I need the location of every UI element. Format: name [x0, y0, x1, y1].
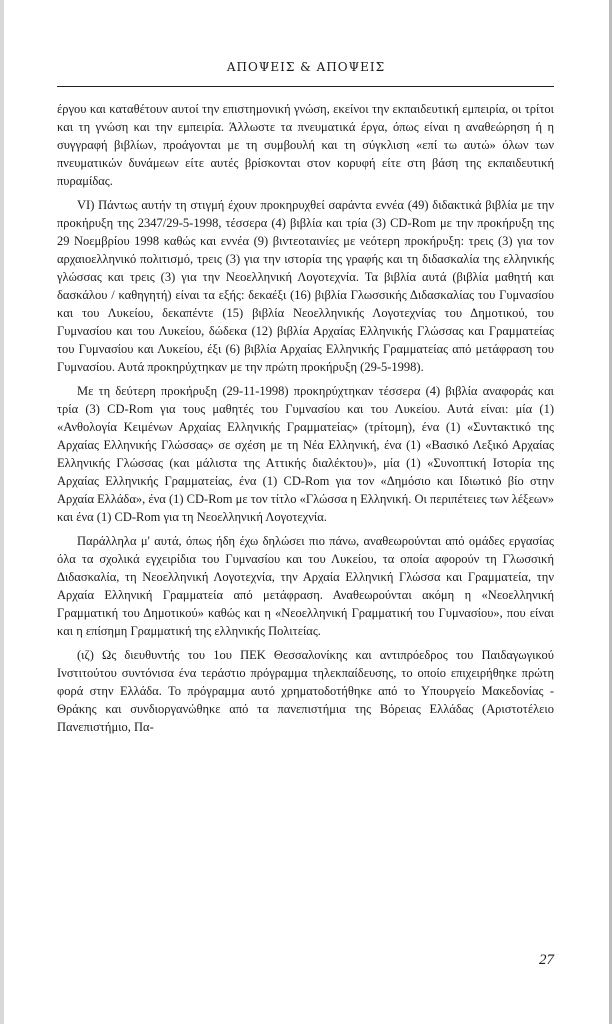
paragraph: VI) Πάντως αυτήν τη στιγμή έχουν προκηρυχθεί σαράντα εννέα (49) διδακτικά βιβλία με την προκήρυξη της 2347/29-5-1998, τέσσερα (4) βιβλία και τρία (3) CD-Rom με την προκήρυξη της 29 Νοεμβρίου 1998 καθώς και εννέα (9) βιντεοταινίες με νεότερη προκήρυξη: τρεις (3) για τον αρχαιοελληνικό πολιτισμό, τρεις (3) για την ιστορία της γραφής και τη διδασκαλία της ελληνικής γλώσσας και τρεις (3) για την Νεοελληνική Λογοτεχνία. Τα βιβλία αυτά (βιβλία μαθητή και δασκάλου / καθηγητή) είναι τα εξής: δεκαέξι (16) βιβλία Γλωσσικής Διδασκαλίας του Γυμνασίου και του Λυκείου, δεκαπέντε (15) βιβλία Νεοελληνικής Λογοτεχνίας του Δημοτικού, του Γυμνασίου και του Λυκείου, δώδεκα (12) βιβλία Αρχαίας Ελληνικής Γλώσσας και Γραμματείας του Γυμνασίου και Λυκείου, έξι (6) βιβλία Αρχαίας Ελληνικής Γραμματείας από μετάφραση του Γυμνασίου. Αυτά προκηρύχτηκαν με την πρώτη προκήρυξη (29-5-1998).: [57, 198, 554, 374]
page-number: 27: [539, 952, 554, 968]
paragraph: (ιζ) Ως διευθυντής του 1ου ΠΕΚ Θεσσαλονίκης και αντιπρόεδρος του Παιδαγωγικού Ινστιτούτου συντόνισα ένα τεράστιο πρόγραμμα τηλεκπαίδευσης, το οποίο επιχειρήθηκε πρώτη φορά στην Ελλάδα. Το πρόγραμμα αυτό χρηματοδοτήθηκε από το Υπουργείο Μακεδονίας - Θράκης και συνδιοργανώθηκε από τα πανεπιστήμια της Βόρειας Ελλάδας (Αριστοτέλειο Πανεπιστήμιο, Πα-: [57, 648, 554, 734]
paragraph: Με τη δεύτερη προκήρυξη (29-11-1998) προκηρύχτηκαν τέσσερα (4) βιβλία αναφοράς και τρία (3) CD-Rom για τους μαθητές του Γυμνασίου και του Λυκείου. Αυτά είναι: μία (1) «Ανθολογία Κειμένων Αρχαίας Ελληνικής Γραμματείας» (τρίτομη), ένα (1) «Συντακτικό της Αρχαίας Ελληνικής Γλώσσας» σε σχέση με τη Νέα Ελληνική, ένα (1) «Βασικό Λεξικό Αρχαίας Ελληνικής Γλώσσας (και μάλιστα της Αττικής διαλέκτου)», μία (1) «Συνοπτική Ιστορία της Αρχαίας Ελληνικής Γραμματείας, ένα (1) CD-Rom για τον «Δημόσιο και Ιδιωτικό βίο στην Αρχαία Ελλάδα», ένα (1) CD-Rom με τον τίτλο «Γλώσσα η Ελληνική. Οι περιπέτειες των λέξεων» και ένα (1) CD-Rom για τη Νεοελληνική Λογοτεχνία.: [57, 384, 554, 524]
paragraph: Παράλληλα μ' αυτά, όπως ήδη έχω δηλώσει πιο πάνω, αναθεωρούνται από ομάδες εργασίας όλα τα σχολικά εγχειρίδια του Γυμνασίου και του Λυκείου, τα οποία αφορούν τη Γλωσσική Διδασκαλία, τη Νεοελληνική Λογοτεχνία, την Αρχαία Ελληνική Γλώσσα και Γραμματεία, την Αρχαία Ελληνική Γραμματεία από μετάφραση. Αναθεωρούνται ακόμη η «Νεοελληνική Γραμματική του Δημοτικού» καθώς και η «Νεοελληνική Γραμματική του Γυμνασίου», που είναι και η επίσημη Γραμματική της ελληνικής Πολιτείας.: [57, 534, 554, 638]
page-edge-left: [0, 0, 4, 1024]
running-header: ΑΠΟΨΕΙΣ & ΑΠΟΨΕΙΣ: [226, 60, 386, 74]
paragraph: έργου και καταθέτουν αυτοί την επιστημονική γνώση, εκείνοι την εκπαιδευτική εμπειρία, οι τρίτοι και τη γνώση και την εμπειρία. Άλλωστε τα πνευματικά έργα, όπως είναι η αναθεώρηση ή η συγγραφή βιβλίων, προάγονται με τη συμβουλή και τη σύγκλιση «επί τω αυτώ» όλων των πνευματικών δυνάμεων είτε αυτές βρίσκονται στον κορυφή είτε στη βάση της εκπαιδευτική πυραμίδας.: [57, 102, 554, 188]
body-text: [57, 100, 554, 742]
header-rule: [57, 86, 554, 87]
